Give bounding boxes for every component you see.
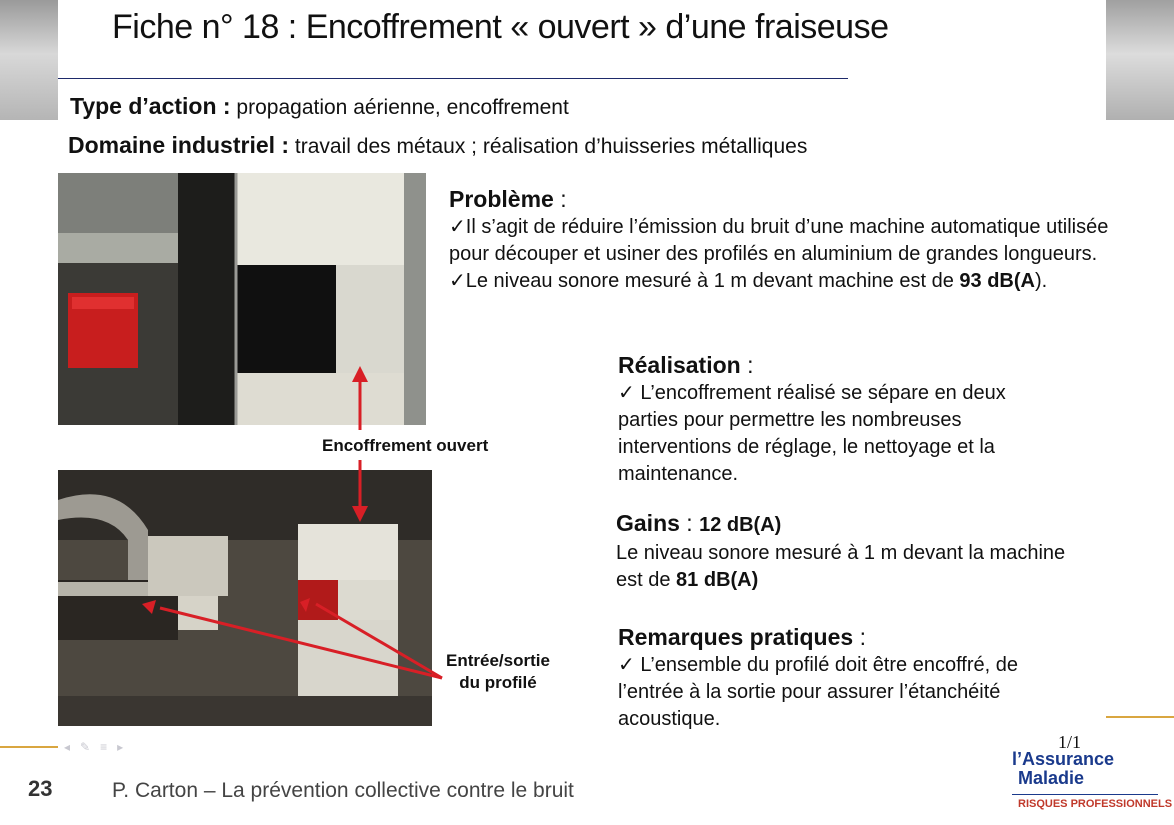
arrow-to-profile-exit — [316, 604, 442, 678]
type-action-label: Type d’action : — [70, 93, 231, 119]
type-action-value: propagation aérienne, encoffrement — [230, 96, 569, 119]
probleme-line2: ✓Le niveau sonore mesuré à 1 m devant machine est de 93 dB(A). — [449, 270, 1048, 292]
realisation-heading: Réalisation : — [618, 352, 754, 378]
arrow-to-profile-entry — [160, 608, 442, 678]
next-arrow-icon[interactable]: ▸ — [117, 740, 134, 754]
logo-subtitle: RISQUES PROFESSIONNELS — [1018, 798, 1173, 810]
pen-icon[interactable]: ✎ — [80, 740, 101, 754]
gains-result-value: 81 dB(A) — [676, 569, 759, 591]
realisation-text: ✓ L’encoffrement réalisé se sépare en deux parties pour permettre les nombreuses interventions de réglage, le nettoyage et la maintenance. — [618, 382, 1006, 485]
remarques-heading: Remarques pratiques : — [618, 624, 866, 650]
prev-arrow-icon[interactable]: ◂ — [64, 740, 81, 754]
footer-rule-right — [1106, 716, 1174, 718]
callout-entree-line2: du profilé — [459, 673, 537, 692]
footer-text: P. Carton – La prévention collective contre le bruit — [112, 779, 574, 802]
arrow-head-bottom — [352, 506, 368, 522]
slide-title: Fiche n° 18 : Encoffrement « ouvert » d’une fraiseuse — [112, 8, 889, 46]
logo-rule — [1012, 794, 1158, 795]
probleme-line1: ✓Il s’agit de réduire l’émission du bruit d’une machine automatique utilisée pour découper et usiner des profilés en aluminium de grandes longueurs. — [449, 216, 1109, 265]
gains-text: Le niveau sonore mesuré à 1 m devant la machine est de 81 dB(A) — [616, 542, 1066, 591]
probleme-heading: Problème : — [449, 186, 567, 212]
arrow-head-entry — [142, 600, 156, 614]
logo-wordmark: l’Assurance Maladie — [1012, 749, 1115, 788]
callout-entree-line1: Entrée/sortie — [446, 651, 550, 670]
menu-icon[interactable]: ≡ — [100, 740, 118, 754]
slide-nav-controls[interactable] — [64, 740, 133, 754]
remarques-text: ✓ L’ensemble du profilé doit être encoffré, de l’entrée à la sortie pour assurer l’étanchéité acoustique. — [618, 654, 1018, 730]
arrow-head-exit — [300, 598, 310, 612]
domaine-value: travail des métaux ; réalisation d’huisseries métalliques — [289, 135, 808, 158]
gains-heading: Gains : 12 dB(A) — [616, 510, 782, 536]
callout-encoffrement-ouvert: Encoffrement ouvert — [322, 436, 489, 455]
assurance-maladie-logo — [1002, 749, 1173, 816]
page-indicator: 1/1 — [1058, 732, 1082, 752]
gains-value: 12 dB(A) — [699, 514, 782, 536]
footer-rule-left — [0, 746, 58, 748]
domaine-label: Domaine industriel : — [68, 132, 290, 158]
probleme-level-value: 93 dB(A — [959, 270, 1035, 292]
arrow-head-top — [352, 366, 368, 382]
slide-number: 23 — [28, 776, 53, 801]
